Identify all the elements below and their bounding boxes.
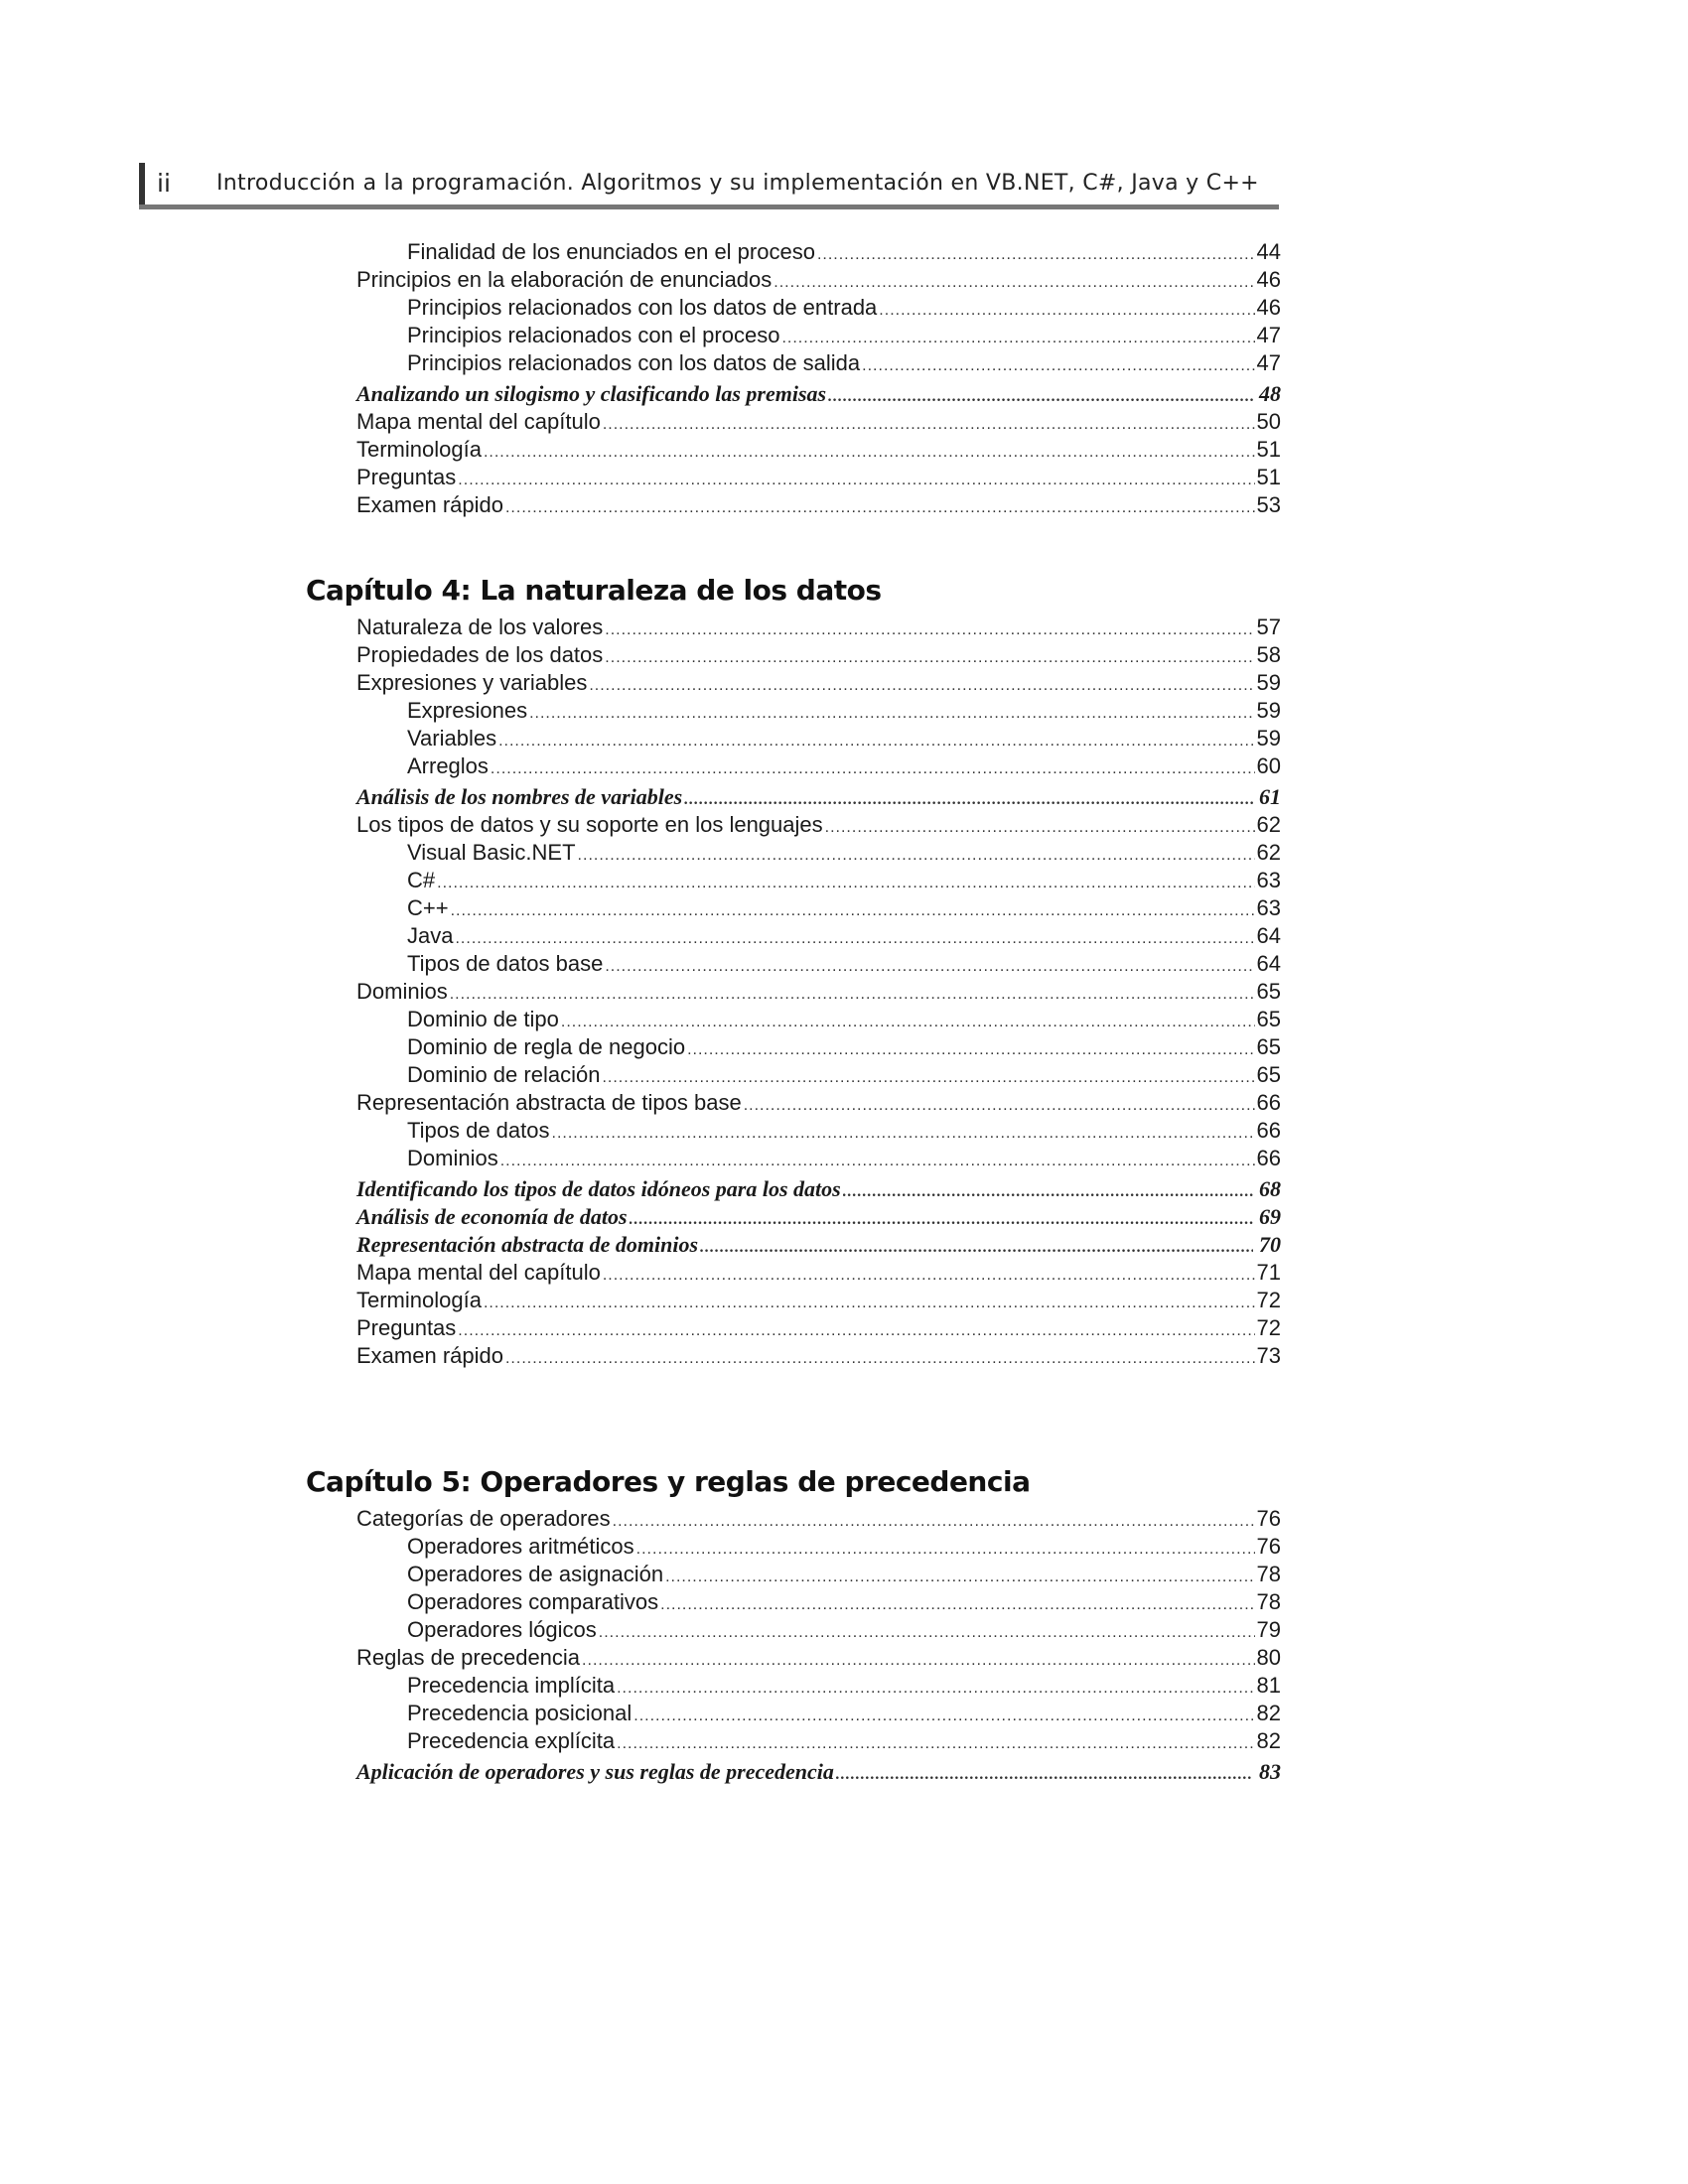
toc-entry[interactable] (356, 614, 1281, 641)
toc-entry[interactable] (356, 1089, 1281, 1117)
toc-entry-page: 71 (1256, 1260, 1281, 1285)
leader-dots (458, 1317, 1254, 1345)
toc-entry-page: 70 (1259, 1232, 1281, 1257)
toc-entry-title: Dominio de regla de negocio (407, 1034, 686, 1059)
leader-dots (599, 1619, 1255, 1647)
toc-entry-page: 66 (1256, 1146, 1281, 1170)
toc-entry[interactable] (356, 1259, 1281, 1287)
toc-entry[interactable] (356, 1287, 1281, 1314)
toc-entry-title: Principios relacionados con el proceso (407, 323, 780, 347)
toc-entry-exercise[interactable] (356, 783, 1281, 811)
toc-entry[interactable] (407, 1700, 1281, 1727)
leader-dots (505, 494, 1255, 522)
toc-entry[interactable] (407, 725, 1281, 752)
leader-dots (578, 842, 1255, 870)
leader-dots (774, 269, 1254, 297)
leader-dots (451, 897, 1255, 925)
leader-dots (633, 1703, 1254, 1730)
toc-entry-title: Preguntas (356, 1315, 457, 1340)
leader-dots (552, 1120, 1255, 1148)
toc-entry-exercise[interactable] (356, 1203, 1281, 1231)
toc-entry[interactable] (407, 894, 1281, 922)
toc-entry-page: 65 (1256, 1062, 1281, 1087)
toc-entry[interactable] (407, 1672, 1281, 1700)
toc-entry[interactable] (356, 811, 1281, 839)
leader-dots (484, 439, 1255, 467)
leader-dots (617, 1675, 1254, 1703)
toc-entry-title: Mapa mental del capítulo (356, 1260, 601, 1285)
leader-dots (843, 1178, 1253, 1206)
toc-entry-exercise[interactable] (356, 1175, 1281, 1203)
toc-entry-page: 53 (1256, 492, 1281, 517)
leader-dots (862, 352, 1254, 380)
toc-entry-title: Propiedades de los datos (356, 642, 604, 667)
toc-entry-title: Análisis de economía de datos (356, 1204, 628, 1229)
toc-entry-page: 59 (1256, 698, 1281, 723)
leader-dots (603, 1262, 1255, 1290)
toc-entry-exercise[interactable] (356, 1758, 1281, 1786)
leader-dots (491, 755, 1255, 783)
toc-entry-title: Terminología (356, 437, 482, 462)
toc-entry-page: 46 (1256, 295, 1281, 320)
leader-dots (582, 1647, 1254, 1675)
toc-entry-page: 65 (1256, 979, 1281, 1004)
toc-entry[interactable] (356, 978, 1281, 1006)
toc-entry[interactable] (407, 1561, 1281, 1588)
toc-entry-page: 65 (1256, 1034, 1281, 1059)
chapter-4-heading[interactable]: Capítulo 4: La naturaleza de los datos (306, 574, 882, 607)
toc-entry-page: 59 (1256, 726, 1281, 751)
toc-entry-page: 81 (1256, 1673, 1281, 1698)
toc-entry-page: 46 (1256, 267, 1281, 292)
leader-dots (437, 870, 1254, 897)
leader-dots (455, 925, 1254, 953)
toc-entry-page: 83 (1259, 1759, 1281, 1784)
toc-entry[interactable] (407, 950, 1281, 978)
toc-entry-title: Precedencia explícita (407, 1728, 616, 1753)
toc-entry-title: C++ (407, 895, 449, 920)
toc-entry-title: Dominios (356, 979, 448, 1004)
leader-dots (605, 616, 1254, 644)
toc-entry-title: Aplicación de operadores y sus reglas de precedencia (356, 1759, 834, 1784)
leader-dots (458, 467, 1254, 494)
toc-entry-title: Los tipos de datos y su soporte en los lenguajes (356, 812, 823, 837)
toc-entry[interactable] (407, 697, 1281, 725)
toc-entry-page: 66 (1256, 1090, 1281, 1115)
toc-entry-page: 51 (1256, 465, 1281, 489)
toc-entry[interactable] (407, 349, 1281, 377)
toc-entry-page: 78 (1256, 1562, 1281, 1586)
toc-entry-page: 66 (1256, 1118, 1281, 1143)
toc-entry-title: Principios relacionados con los datos de salida (407, 350, 861, 375)
toc-entry-title: Variables (407, 726, 497, 751)
toc-entry-title: Arreglos (407, 753, 489, 778)
toc-entry-page: 57 (1256, 614, 1281, 639)
toc-entry-title: Representación abstracta de dominios (356, 1232, 699, 1257)
toc-entry-title: Visual Basic.NET (407, 840, 576, 865)
toc-entry-page: 59 (1256, 670, 1281, 695)
leader-dots (589, 672, 1254, 700)
toc-entry[interactable] (407, 1533, 1281, 1561)
toc-entry-title: Preguntas (356, 465, 457, 489)
leader-dots (744, 1092, 1255, 1120)
toc-entry[interactable] (407, 1145, 1281, 1172)
toc-entry-title: Expresiones y variables (356, 670, 588, 695)
leader-dots (687, 1036, 1254, 1064)
toc-entry-page: 44 (1256, 239, 1281, 264)
toc-entry-title: Operadores comparativos (407, 1589, 659, 1614)
toc-entry-title: Operadores lógicos (407, 1617, 597, 1642)
running-header (139, 163, 1279, 208)
toc-entry-page: 73 (1256, 1343, 1281, 1368)
toc-entry-title: Precedencia posicional (407, 1701, 633, 1725)
toc-entry[interactable] (407, 839, 1281, 867)
leader-dots (684, 786, 1253, 814)
page-number: ii (157, 169, 171, 198)
toc-entry-page: 82 (1256, 1701, 1281, 1725)
leader-dots (828, 383, 1253, 411)
toc-entry-page: 51 (1256, 437, 1281, 462)
toc-entry-title: Java (407, 923, 454, 948)
toc-entry-page: 76 (1256, 1506, 1281, 1531)
toc-entry-title: Reglas de precedencia (356, 1645, 581, 1670)
leader-dots (498, 728, 1254, 755)
leader-dots (484, 1290, 1255, 1317)
toc-entry-title: Finalidad de los enunciados en el proceso (407, 239, 815, 264)
toc-entry-page: 72 (1256, 1315, 1281, 1340)
leader-dots (630, 1206, 1253, 1234)
toc-entry[interactable] (407, 1616, 1281, 1644)
header-horizontal-rule (139, 205, 1279, 209)
toc-entry-title: Principios en la elaboración de enunciados (356, 267, 773, 292)
toc-entry-title: C# (407, 868, 436, 892)
header-vertical-rule (139, 163, 145, 208)
leader-dots (613, 1508, 1255, 1536)
toc-entry-page: 48 (1259, 381, 1281, 406)
toc-entry-page: 69 (1259, 1204, 1281, 1229)
running-title: Introducción a la programación. Algoritmos y su implementación en VB.NET, C#, Java y C++ (216, 171, 1259, 196)
toc-entry-exercise[interactable] (356, 1231, 1281, 1259)
toc-entry-page: 82 (1256, 1728, 1281, 1753)
toc-entry-page: 79 (1256, 1617, 1281, 1642)
toc-entry-title: Expresiones (407, 698, 528, 723)
toc-entry[interactable] (407, 322, 1281, 349)
leader-dots (817, 241, 1255, 269)
toc-entry[interactable] (356, 1342, 1281, 1370)
toc-entry-page: 60 (1256, 753, 1281, 778)
leader-dots (700, 1234, 1253, 1262)
toc-entry-title: Identificando los tipos de datos idóneos para los datos (356, 1176, 841, 1201)
toc-entry-title: Tipos de datos base (407, 951, 604, 976)
toc-entry[interactable] (407, 1061, 1281, 1089)
toc-entry-page: 65 (1256, 1007, 1281, 1031)
leader-dots (660, 1591, 1254, 1619)
toc-entry[interactable] (356, 491, 1281, 519)
toc-entry[interactable] (407, 1117, 1281, 1145)
leader-dots (602, 1064, 1254, 1092)
leader-dots (605, 644, 1254, 672)
toc-entry-page: 80 (1256, 1645, 1281, 1670)
toc-entry-exercise[interactable] (356, 380, 1281, 408)
toc-entry-title: Examen rápido (356, 492, 503, 517)
leader-dots (500, 1148, 1255, 1175)
toc-entry-title: Dominios (407, 1146, 498, 1170)
toc-entry-page: 68 (1259, 1176, 1281, 1201)
toc-entry-page: 64 (1256, 951, 1281, 976)
toc-entry[interactable] (407, 1588, 1281, 1616)
toc-entry-title: Análisis de los nombres de variables (356, 784, 683, 809)
toc-entry-page: 64 (1256, 923, 1281, 948)
toc-entry-page: 47 (1256, 350, 1281, 375)
toc-entry[interactable] (407, 1727, 1281, 1755)
toc-entry-title: Terminología (356, 1288, 482, 1312)
toc-entry-page: 63 (1256, 895, 1281, 920)
toc-entry-page: 62 (1256, 840, 1281, 865)
toc-entry[interactable] (407, 294, 1281, 322)
toc-entry[interactable] (356, 1505, 1281, 1533)
toc-entry-title: Representación abstracta de tipos base (356, 1090, 742, 1115)
toc-entry[interactable] (407, 867, 1281, 894)
leader-dots (561, 1009, 1255, 1036)
chapter-5-heading[interactable]: Capítulo 5: Operadores y reglas de precedencia (306, 1465, 1031, 1498)
toc-entry[interactable] (407, 238, 1281, 266)
toc-entry-title: Principios relacionados con los datos de entrada (407, 295, 878, 320)
leader-dots (505, 1345, 1255, 1373)
toc-entry-page: 63 (1256, 868, 1281, 892)
leader-dots (665, 1564, 1254, 1591)
leader-dots (836, 1761, 1253, 1789)
toc-entry-title: Operadores de asignación (407, 1562, 664, 1586)
leader-dots (636, 1536, 1255, 1564)
toc-entry[interactable] (356, 266, 1281, 294)
toc-entry-title: Precedencia implícita (407, 1673, 616, 1698)
toc-entry-page: 76 (1256, 1534, 1281, 1559)
toc-entry-title: Tipos de datos (407, 1118, 550, 1143)
toc-entry-title: Examen rápido (356, 1343, 503, 1368)
toc-entry[interactable] (407, 752, 1281, 780)
toc-entry-title: Dominio de relación (407, 1062, 601, 1087)
toc-entry-page: 72 (1256, 1288, 1281, 1312)
leader-dots (529, 700, 1254, 728)
toc-entry-title: Dominio de tipo (407, 1007, 559, 1031)
leader-dots (603, 411, 1255, 439)
toc-entry[interactable] (407, 1033, 1281, 1061)
toc-entry-page: 47 (1256, 323, 1281, 347)
leader-dots (825, 814, 1255, 842)
toc-entry-title: Mapa mental del capítulo (356, 409, 601, 434)
toc-entry-title: Operadores aritméticos (407, 1534, 634, 1559)
toc-entry-page: 50 (1256, 409, 1281, 434)
toc-entry-page: 78 (1256, 1589, 1281, 1614)
toc-entry-title: Categorías de operadores (356, 1506, 611, 1531)
leader-dots (879, 297, 1254, 325)
toc-entry-page: 61 (1259, 784, 1281, 809)
toc-entry-title: Naturaleza de los valores (356, 614, 604, 639)
toc-entry[interactable] (356, 641, 1281, 669)
toc-entry[interactable] (407, 922, 1281, 950)
toc-entry[interactable] (356, 464, 1281, 491)
leader-dots (617, 1730, 1254, 1758)
toc-entry[interactable] (356, 436, 1281, 464)
leader-dots (781, 325, 1254, 352)
toc-entry[interactable] (356, 1314, 1281, 1342)
leader-dots (450, 981, 1255, 1009)
toc-entry[interactable] (356, 669, 1281, 697)
toc-entry-page: 58 (1256, 642, 1281, 667)
toc-entry-title: Analizando un silogismo y clasificando las premisas (356, 381, 827, 406)
toc-entry[interactable] (407, 1006, 1281, 1033)
toc-entry[interactable] (356, 1644, 1281, 1672)
toc-entry[interactable] (356, 408, 1281, 436)
toc-entry-page: 62 (1256, 812, 1281, 837)
leader-dots (605, 953, 1254, 981)
